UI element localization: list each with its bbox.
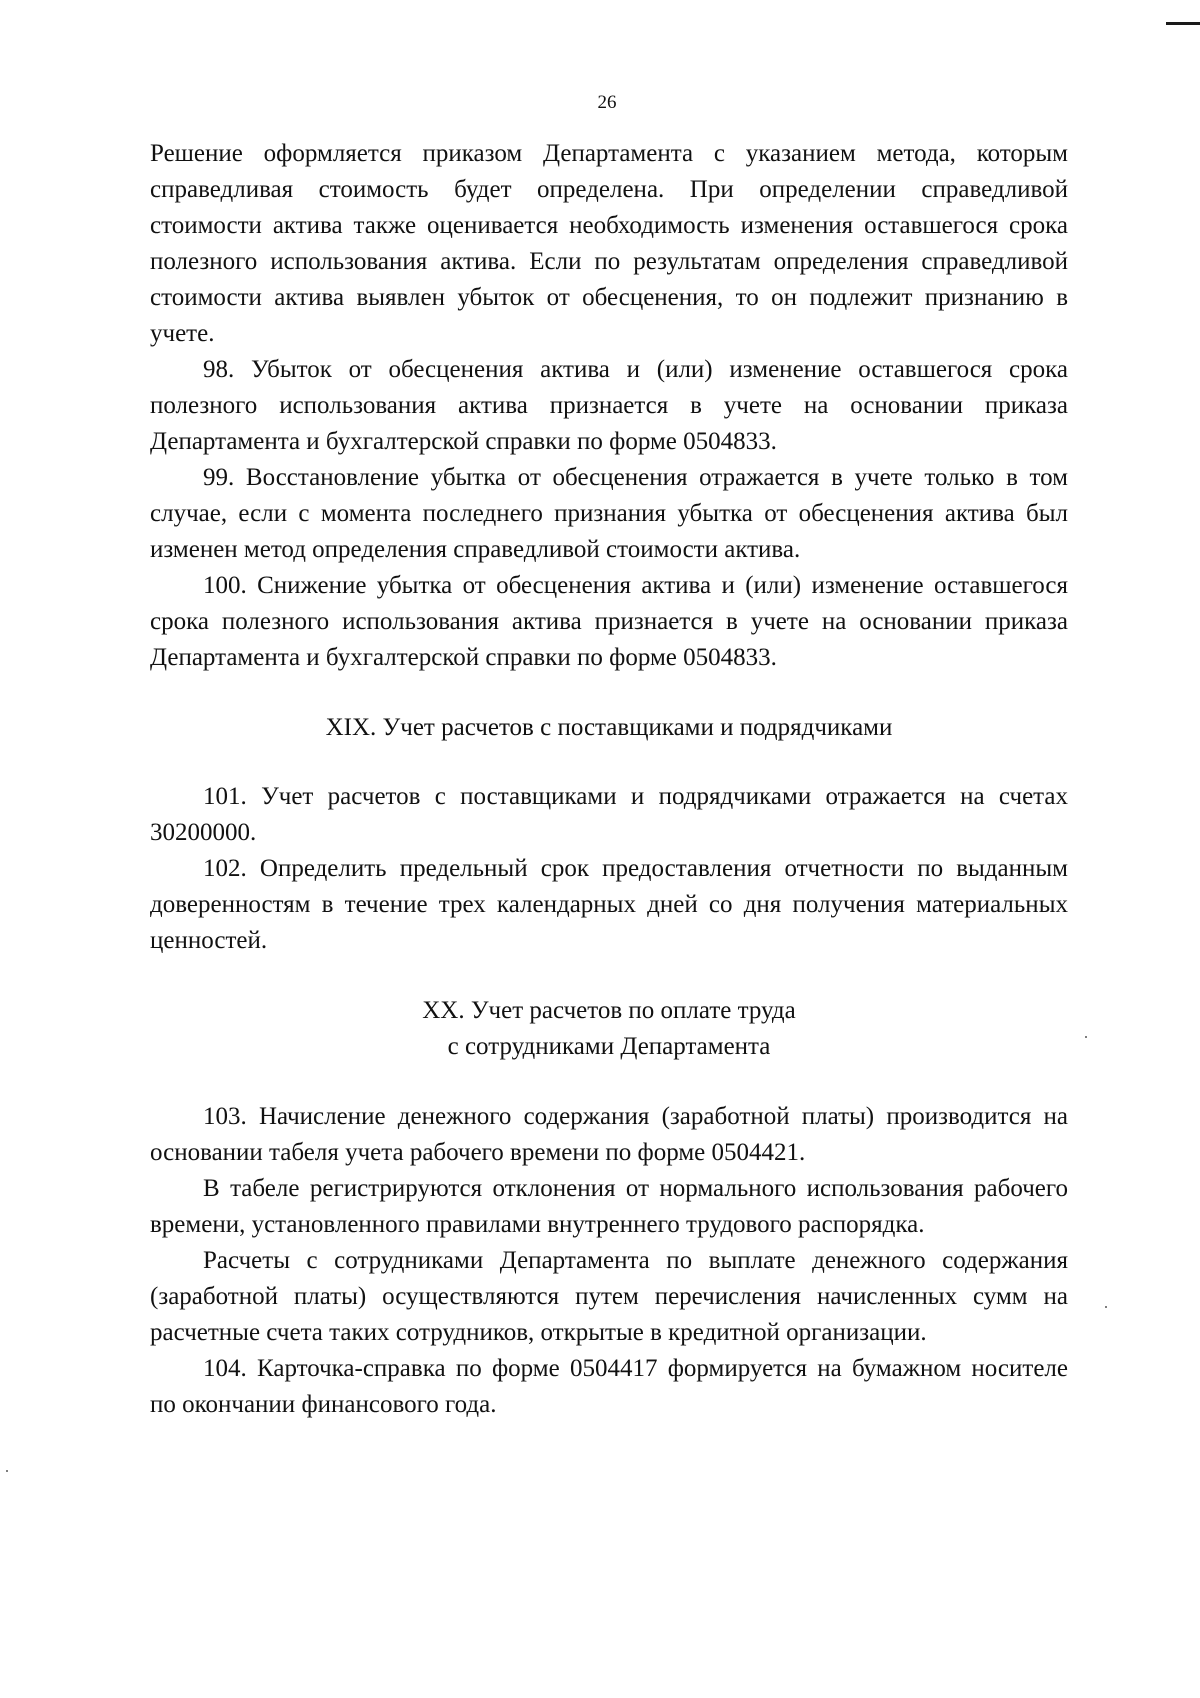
document-body bbox=[150, 136, 1068, 1423]
scan-speck bbox=[6, 1470, 8, 1472]
paragraph-103-payments: Расчеты с сотрудниками Департамента по выплате денежного содержания (заработной платы) осуществляются путем перечисления начисленных сумм на расчетные счета таких сотрудников, открытые в кредитной организации. bbox=[150, 1247, 1068, 1346]
paragraph-intro: Решение оформляется приказом Департамента с указанием метода, которым справедливая стоимость будет определена. При определении справедливой стоимости актива также оценивается необходимость изменения оставшегося срока полезного использования актива. Если по результатам определения справедливой стоимости актива выявлен убыток от обесценения, то он подлежит признанию в учете. bbox=[150, 140, 1068, 347]
paragraph-102: 102. Определить предельный срок предоставления отчетности по выданным доверенностям в течение трех календарных дней со дня получения материальных ценностей. bbox=[150, 855, 1068, 954]
section-heading-xx bbox=[150, 993, 1068, 1065]
paragraph-103: 103. Начисление денежного содержания (заработной платы) производится на основании табеля учета рабочего времени по форме 0504421. bbox=[150, 1103, 1068, 1166]
page-number: 26 bbox=[597, 92, 617, 113]
paragraph-98: 98. Убыток от обесценения актива и (или) изменение оставшегося срока полезного использования актива признается в учете на основании приказа Департамента и бухгалтерской справки по форме 0504833. bbox=[150, 356, 1068, 455]
scan-edge-mark bbox=[1166, 22, 1200, 25]
paragraph-101: 101. Учет расчетов с поставщиками и подрядчиками отражается на счетах 30200000. bbox=[150, 783, 1068, 846]
section-heading-xix: XIX. Учет расчетов с поставщиками и подрядчиками bbox=[325, 714, 893, 741]
paragraph-99: 99. Восстановление убытка от обесценения отражается в учете только в том случае, если с момента последнего признания убытка от обесценения актива был изменен метод определения справедливой стоимости актива. bbox=[150, 464, 1068, 563]
section-heading-xx-line1: XX. Учет расчетов по оплате труда bbox=[422, 997, 796, 1024]
paragraph-104: 104. Карточка-справка по форме 0504417 формируется на бумажном носителе по окончании финансового года. bbox=[150, 1355, 1068, 1418]
scan-speck bbox=[1105, 1306, 1107, 1308]
scan-speck bbox=[1085, 1036, 1087, 1038]
paragraph-103-timesheet: В табеле регистрируются отклонения от нормального использования рабочего времени, установленного правилами внутреннего трудового распорядка. bbox=[150, 1175, 1068, 1238]
paragraph-100: 100. Снижение убытка от обесценения актива и (или) изменение оставшегося срока полезного использования актива признается в учете на основании приказа Департамента и бухгалтерской справки по форме 0504833. bbox=[150, 572, 1068, 671]
section-heading-xx-line2: с сотрудниками Департамента bbox=[447, 1033, 771, 1060]
